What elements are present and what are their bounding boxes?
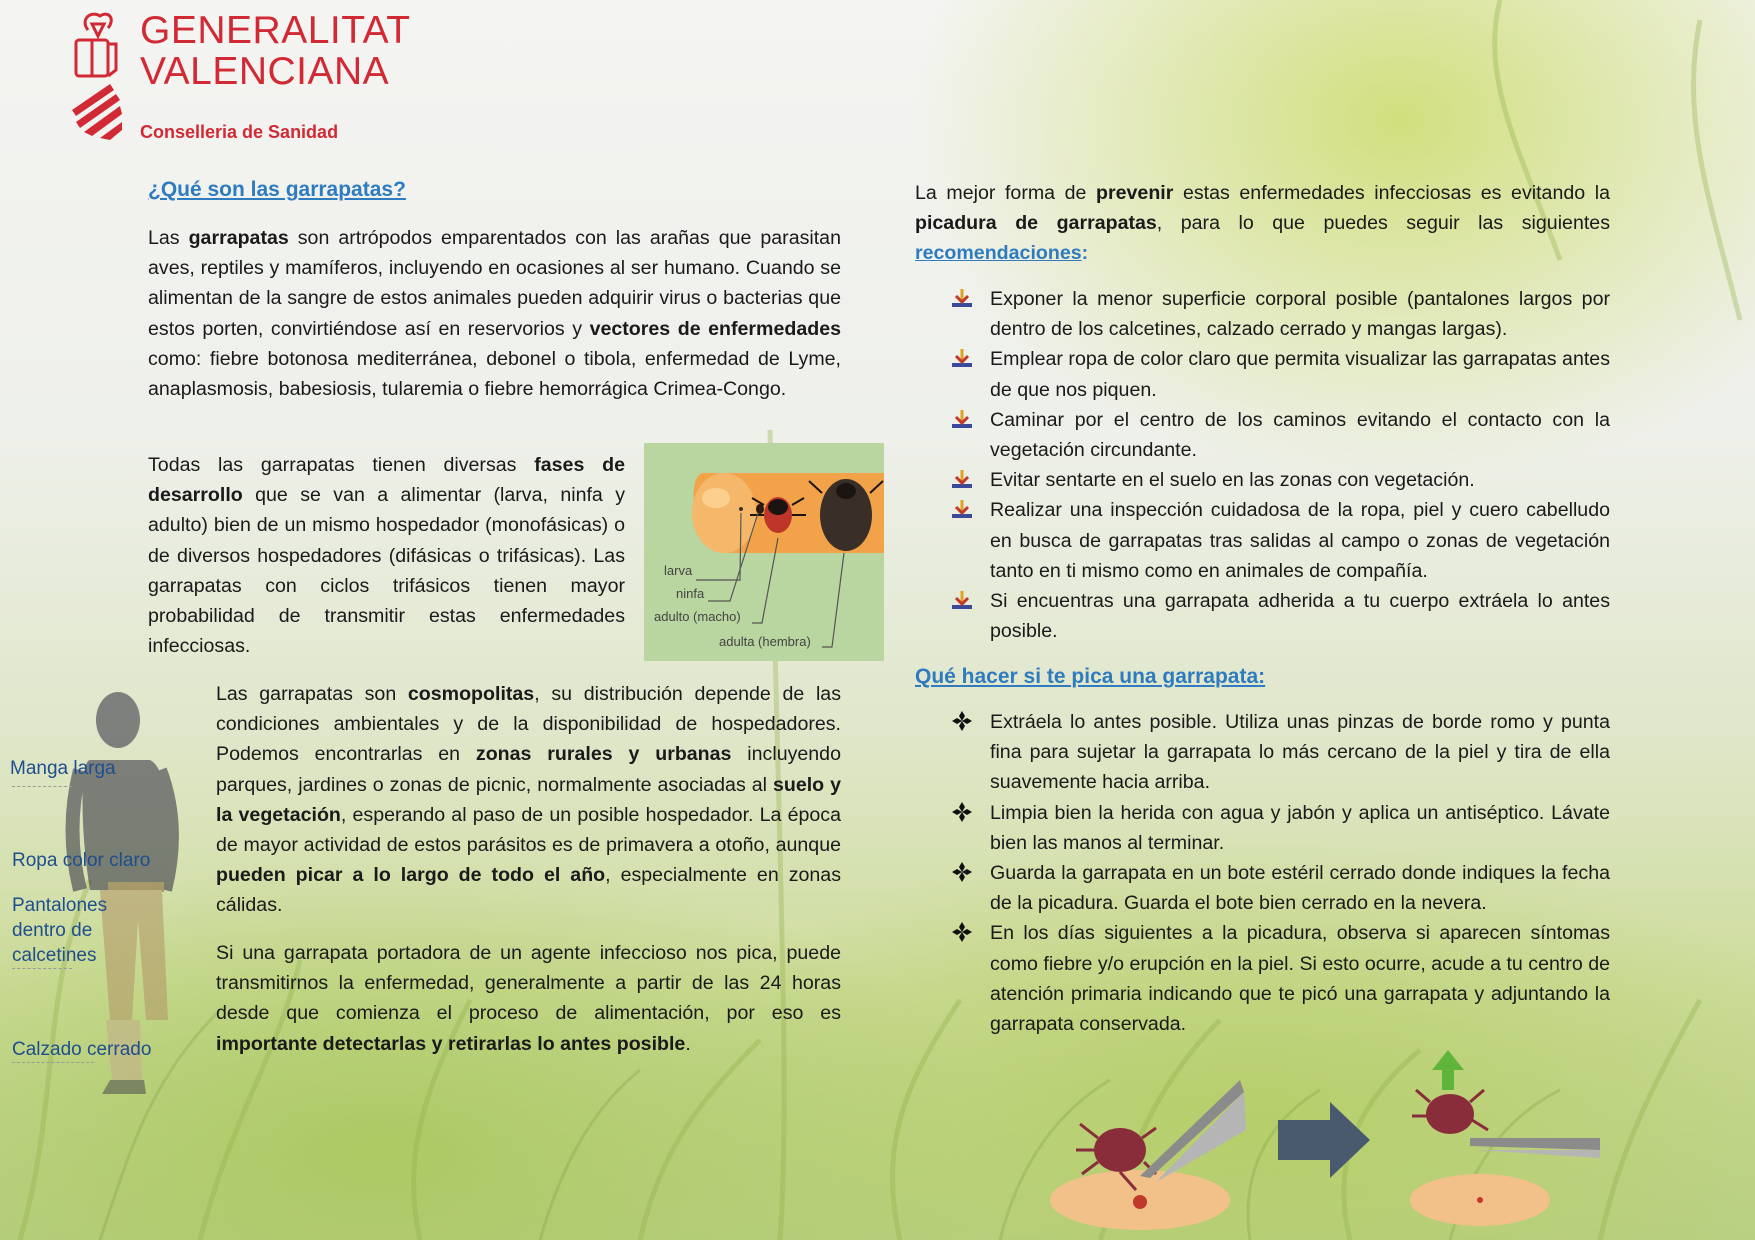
logo-title-line2: VALENCIANA (140, 50, 390, 93)
recommendation-text: Evitar sentarte en el suelo en las zonas con vegetación. (990, 469, 1475, 492)
paragraph-prevenir-intro: La mejor forma de prevenir estas enfermedades infecciosas es evitando la picadura de garrapatas, para lo que puedes seguir las siguientes recomendaciones: (915, 182, 1610, 265)
recommendation-text: Emplear ropa de color claro que permita visualizar las garrapatas antes de que nos piquen. (990, 348, 1610, 401)
tick-removal-illustration (1040, 1050, 1610, 1230)
recomendaciones-link: recomendaciones (915, 242, 1082, 265)
recommendations-list (990, 284, 1610, 646)
steps-list (990, 707, 1610, 1039)
tick-stages-image (644, 443, 884, 661)
dash-pantalones (12, 968, 72, 969)
logo-title (140, 10, 411, 92)
recommendation-text: Si encuentras una garrapata adherida a tu cuerpo extráela lo antes posible. (990, 590, 1610, 643)
step-item (990, 918, 1610, 1039)
generalitat-logo (70, 9, 411, 145)
arrow-down-bullet-icon (952, 347, 972, 369)
step-item (990, 707, 1610, 798)
recommendation-text: Realizar una inspección cuidadosa de la ropa, piel y cuero cabelludo en busca de garrapatas tras salidas al campo o zonas de vegetación tanto en ti mismo como en animales de compañía. (990, 499, 1610, 582)
nymph-tick-icon (756, 504, 764, 514)
paragraph-cosmopolitas: Las garrapatas son cosmopolitas, su distribución depende de las condiciones ambientales y de la disponibilidad de hospedadores. Podemos encontrarlas en zonas rurales y urbanas incluyendo parques, jardines o zonas de picnic, normalmente asociadas al suelo y la vegetación, esperando al paso de un posible hospedador. La época de mayor actividad de estos parásitos es de primavera a otoño, aunque pueden picar a lo largo de todo el año, especialmente en zonas cálidas. (216, 683, 841, 917)
arrow-up-icon (1432, 1050, 1464, 1090)
heading-que-son-text: ¿Qué son las garrapatas? (148, 178, 406, 201)
generalitat-emblem-icon (70, 10, 140, 140)
step-item (990, 858, 1610, 918)
recommendation-item (990, 405, 1610, 465)
paragraph-garrapatas-intro: Las garrapatas son artrópodos emparentados con las arañas que parasitan aves, reptiles y mamíferos, incluyendo en ocasiones al ser humano. Cuando se alimentan de la sangre de estos animales pueden adquirir virus o bacterias que estos porten, convirtiéndose así en reservorios y vectores de enfermedades como: fiebre botonosa mediterránea, debonel o tibola, enfermedad de Lyme, anaplasmosis, babesiosis, tularemia o fiebre hemorrágica Crimea-Congo. (148, 227, 842, 401)
step-text: Limpia bien la herida con agua y jabón y aplica un antiséptico. Lávate bien las manos al terminar. (990, 801, 1610, 854)
arrow-down-bullet-icon (952, 408, 972, 430)
paragraph-transmision: Si una garrapata portadora de un agente infeccioso nos pica, puede transmitirnos la enfermedad, generalmente a partir de las 24 horas desde que comienza el proceso de alimentación, por eso es importante detectarlas y retirarlas lo antes posible. (216, 942, 841, 1055)
tweezers-right-icon (1470, 1138, 1600, 1158)
heading-que-son (148, 178, 406, 202)
step-text: Extráela lo antes posible. Utiliza unas pinzas de borde romo y punta fina para sujetar la garrapata lo más cercano de la piel y tira de ella suavemente hacia arriba. (990, 711, 1610, 794)
logo-subtitle: Conselleria de Sanidad (140, 122, 339, 142)
skin-mound-right (1410, 1174, 1550, 1226)
recommendation-item (990, 586, 1610, 646)
step-item (990, 798, 1610, 858)
label-pantalones: Pantalones dentro de calcetines (12, 895, 108, 966)
heading-que-hacer-text: Qué hacer si te pica una garrapata (915, 665, 1259, 688)
tick-label-larva: larva (664, 563, 693, 578)
recommendation-item (990, 344, 1610, 404)
recommendation-text: Exponer la menor superficie corporal posible (pantalones largos por dentro de los calcetines, calzado cerrado y mangas largas). (990, 288, 1610, 341)
diamond-bullet-icon (952, 921, 972, 943)
tick-label-ninfa: ninfa (676, 586, 705, 601)
recommendation-item (990, 284, 1610, 344)
step-text: En los días siguientes a la picadura, observa si aparecen síntomas como fiebre y/o erupción en la piel. Si esto ocurre, acude a tu centro de atención primaria indicando que te picó una garrapata y adjuntando la garrapata conservada. (990, 922, 1610, 1036)
diamond-bullet-icon (952, 801, 972, 823)
tick-removed-icon (1412, 1090, 1488, 1134)
recommendation-item (990, 495, 1610, 586)
tweezers-left-icon (1140, 1080, 1246, 1182)
prevenir-intro-text: La mejor forma de prevenir estas enfermedades infecciosas es evitando la picadura de garrapatas, para lo que puedes seguir las siguientes (915, 182, 1610, 235)
larva-tick-icon (739, 507, 743, 511)
dash-manga-larga (12, 786, 72, 787)
label-calzado-cerrado: Calzado cerrado (12, 1039, 152, 1060)
arrow-down-bullet-icon (952, 589, 972, 611)
logo-title-line1: GENERALITAT (140, 9, 411, 52)
finger-with-ticks-illustration (644, 443, 884, 661)
tick-label-adulta-hembra: adulta (hembra) (719, 634, 811, 649)
heading-que-hacer: Qué hacer si te pica una garrapata: (915, 665, 1266, 688)
label-ropa-color-claro: Ropa color claro (12, 850, 151, 871)
arrow-right-icon (1278, 1102, 1370, 1178)
step-text: Guarda la garrapata en un bote estéril cerrado donde indiques la fecha de la picadura. Guarda el bote bien cerrado en la nevera. (990, 862, 1610, 915)
arrow-down-bullet-icon (952, 287, 972, 309)
arrow-down-bullet-icon (952, 468, 972, 490)
skin-mound-left (1050, 1170, 1230, 1230)
arrow-down-bullet-icon (952, 498, 972, 520)
diamond-bullet-icon (952, 861, 972, 883)
dash-calzado-cerrado (12, 1062, 94, 1063)
recommendation-item (990, 465, 1610, 495)
recommendation-text: Caminar por el centro de los caminos evitando el contacto con la vegetación circundante. (990, 408, 1610, 462)
diamond-bullet-icon (952, 710, 972, 732)
label-manga-larga: Manga larga (10, 758, 116, 779)
paragraph-fases-desarrollo: Todas las garrapatas tienen diversas fases de desarrollo que se van a alimentar (larva, ninfa y adulto) bien de un mismo hospedador (monofásicas) o de diversos hospedadores (difásicas o trifásicas). Las garrapatas con ciclos trifásicos tienen mayor probabilidad de transmitir estas enfermedades infecciosas. (148, 454, 625, 658)
tick-label-adulto-macho: adulto (macho) (654, 609, 741, 624)
